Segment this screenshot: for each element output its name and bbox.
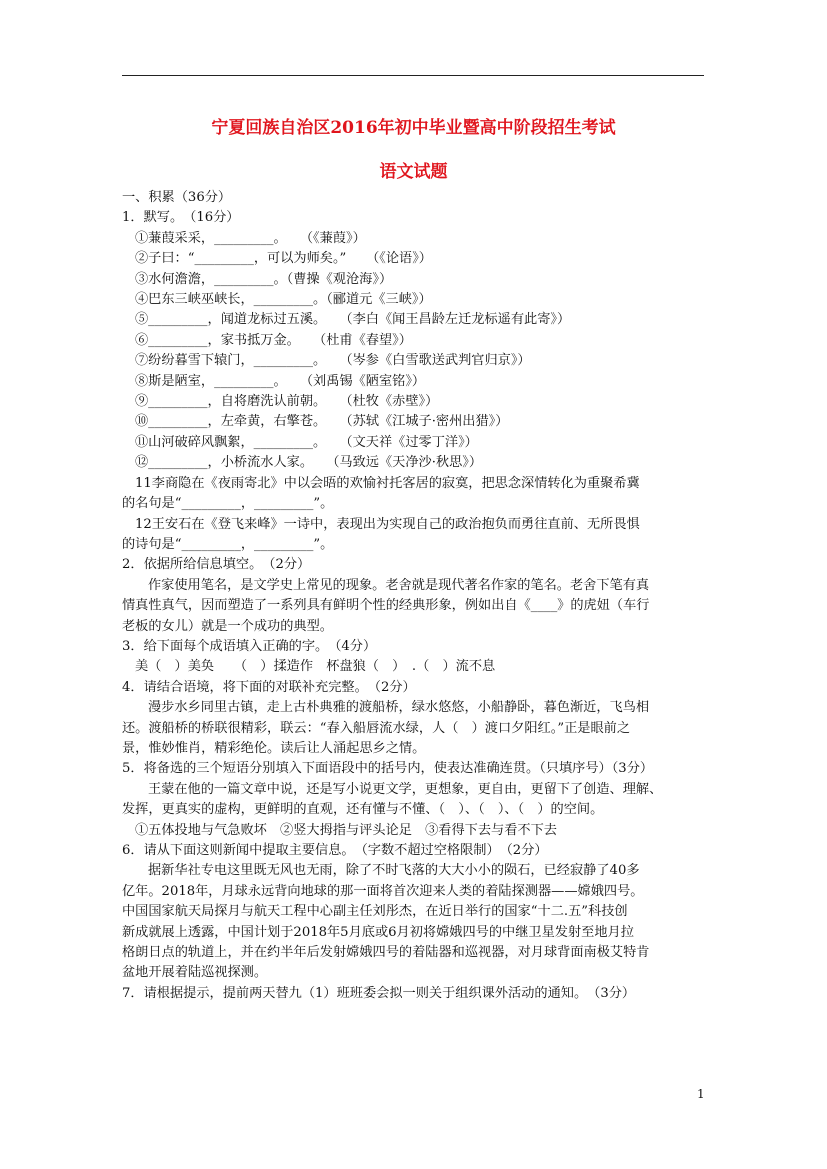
question-4: 4．请结合语境，将下面的对联补充完整。 （2分）	[122, 679, 416, 695]
blank-item: ③水何澹澹，_________。（曹操《观沧海》）	[135, 271, 393, 287]
blank-item: ⑨_________，自将磨洗认前朝。 （杜牧《赤壁》）	[135, 394, 439, 410]
passage-text: 景，惟妙惟肖，精彩绝伦。读后让人涌起思乡之情。	[122, 740, 426, 756]
option-list: ①五体投地与气急败坏 ②竖大拇指与评头论足 ③看得下去与看不下去	[135, 822, 557, 838]
question-5: 5．将备选的三个短语分别填入下面语段中的括号内，使表达准确连贯。（只填序号）（3分）	[122, 761, 654, 777]
idiom-items: 美（ ）美奂 （ ）揉造作 杯盘狼（ ） .（ ）流不息	[135, 659, 496, 675]
question-6: 6．请从下面这则新闻中提取主要信息。 （字数不超过空格限制） （2分）	[122, 843, 548, 858]
blank-item: ④巴东三峡巫峡长，_________。（郦道元《三峡》）	[135, 292, 432, 308]
exam-title: 宁夏回族自治区2016年初中毕业暨高中阶段招生考试	[211, 118, 616, 138]
question-text: 11李商隐在《夜雨寄北》中以会晤的欢愉衬托客居的寂寞，把思念深情转化为重聚希冀	[135, 475, 640, 491]
passage-text: 发挥，更真实的虚构，更鲜明的直观，还有懂与不懂、（ ）、（ ）、（ ）的空间。	[122, 802, 604, 818]
blank-item: ②子曰：“_________，可以为师矣。” （《论语》）	[135, 251, 432, 267]
question-text: 的诗句是“_________，_________”。	[122, 536, 334, 552]
news-text: 亿年。2018年，月球永远背向地球的那一面将首次迎来人类的着陆探测器——嫦娥四号。	[122, 883, 644, 899]
exam-body	[122, 188, 706, 1004]
passage-text: 漫步水乡同里古镇，走上古朴典雅的渡船桥，绿水悠悠，小船静卧，暮色渐近，飞鸟相	[148, 700, 650, 716]
passage-text: 还。渡船桥的桥联很精彩，联云：“春入船唇流水绿，人（ ）渡口夕阳红。”正是眼前之	[122, 720, 631, 736]
news-text: 盆地开展着陆巡视探测。	[122, 965, 268, 981]
news-text: 格朗日点的轨道上，并在约半年后发射嫦娥四号的着陆器和巡视器，对月球背面南极艾特肯	[122, 945, 650, 961]
question-1: 1．默写。 （16分）	[122, 210, 240, 226]
news-text: 新成就展上透露，中国计划于2018年5月底或6月初将嫦娥四号的中继卫星发射至地月拉	[122, 924, 634, 940]
page-number: 1	[697, 1087, 705, 1101]
question-7: 7．请根据提示，提前两天替九（1）班班委会拟一则关于组织课外活动的通知。 （3分）	[122, 985, 636, 1001]
blank-item: ⑪山河破碎风飘絮，_________。 （文天祥《过零丁洋》）	[135, 434, 478, 450]
question-2: 2．依据所给信息填空。 （2分）	[122, 557, 311, 573]
header-rule	[122, 75, 704, 76]
blank-item: ⑥_________，家书抵万金。 （杜甫《春望》）	[135, 332, 412, 348]
exam-subtitle: 语文试题	[379, 162, 448, 182]
passage-text: 作家使用笔名，是文学史上常见的现象。老舍就是现代著名作家的笔名。老舍下笔有真	[148, 577, 650, 593]
blank-item: ⑫_________，小桥流水人家。 （马致远《天净沙·秋思》）	[135, 455, 483, 471]
blank-item: ⑤_________，闻道龙标过五溪。 （李白《闻王昌龄左迁龙标遥有此寄》）	[135, 312, 571, 328]
blank-item: ⑩_________，左牵黄，右擎苍。 （苏轼《江城子·密州出猎》）	[135, 414, 509, 430]
question-3: 3．给下面每个成语填入正确的字。 （4分）	[122, 638, 377, 654]
blank-item: ⑦纷纷暮雪下辕门，_________。 （岑参《白雪歌送武判官归京》）	[135, 353, 531, 369]
passage-text: 王蒙在他的一篇文章中说，还是写小说更文学，更想象，更自由，更留下了创造、理解、	[148, 781, 663, 797]
blank-item: ⑧斯是陋室，_________。 （刘禹锡《陋室铭》）	[135, 373, 426, 389]
passage-text: 情真性真气，因而塑造了一系列具有鲜明个性的经典形象，例如出自《____》的虎妞（车行	[122, 598, 650, 614]
passage-text: 老板的女儿）就是一个成功的典型。	[122, 618, 333, 634]
news-text: 中国国家航天局探月与航天工程中心副主任刘彤杰，在近日举行的国家“十二.五”科技创	[122, 904, 628, 920]
section-heading: 一、积累（36分）	[122, 190, 232, 205]
blank-item: ①蒹葭采采，_________。 （《蒹葭》）	[135, 230, 366, 246]
question-text: 12王安石在《登飞来峰》一诗中，表现出为实现自己的政治抱负而勇往直前、无所畏惧	[135, 516, 640, 532]
question-text: 的名句是“_________，_________”。	[122, 496, 334, 512]
news-text: 据新华社专电这里既无风也无雨，除了不时飞落的大大小小的陨石，已经寂静了40多	[148, 863, 640, 879]
